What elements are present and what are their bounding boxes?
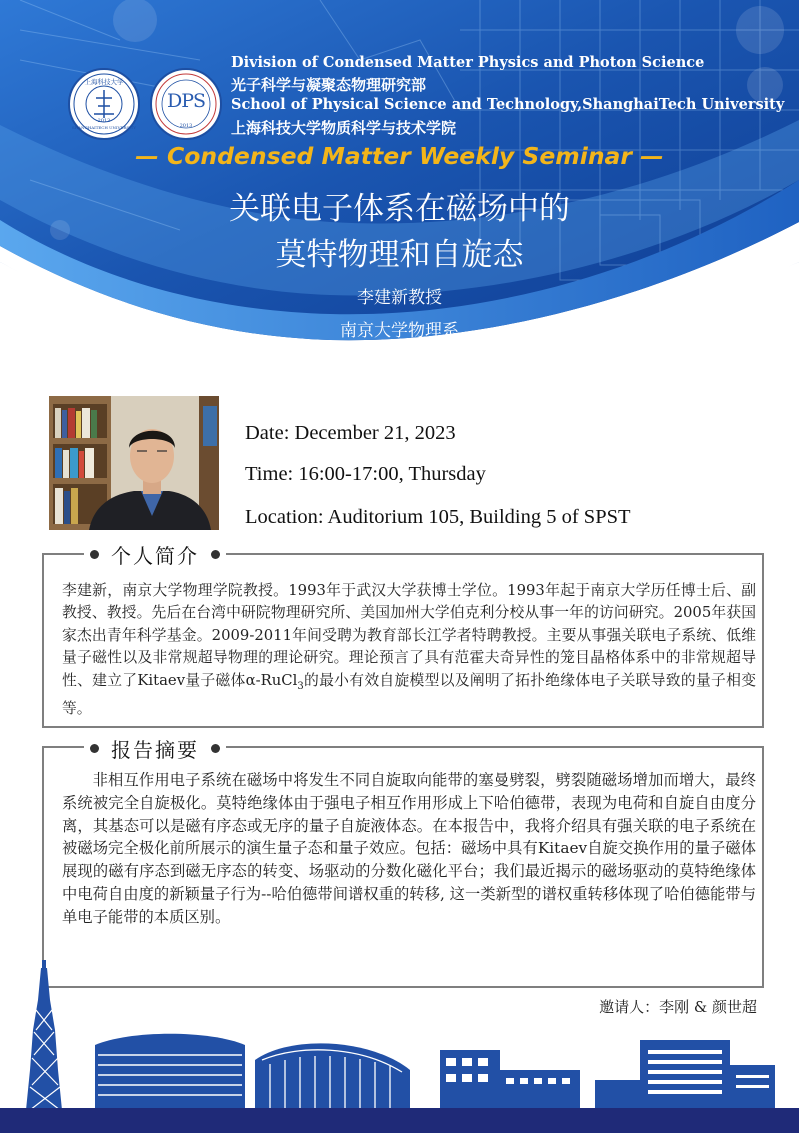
event-date: Date: December 21, 2023 (245, 422, 456, 444)
dps-logo (150, 68, 222, 140)
dps-year-text: 2013 (179, 123, 193, 129)
talk-title-line1: 关联电子体系在磁场中的 (229, 191, 570, 227)
logo-cn-text: 上海科技大学 (84, 78, 124, 86)
dps-letters: DPS (166, 90, 206, 112)
division-cn: 光子科学与凝聚态物理研究部 (231, 76, 427, 94)
bullet-dot-icon (90, 744, 99, 753)
bio-text (62, 580, 756, 720)
talk-title (0, 186, 799, 278)
abstract-text: 非相互作用电子系统在磁场中将发生不同自旋取向能带的塞曼劈裂，劈裂随磁场增加而增大，最终系统被完全自旋极化。莫特绝缘体由于强电子相互作用形成上下哈伯德带，表现为电荷和自旋自由度分离，其基态可以是磁有序态或无序的量子自旋液体态。在本报告中，我将介绍具有强关联的电子系统在被磁场完全极化前所展示的演生量子态和量子效应。包括：磁场中具有Kitaev自旋交换作用的量子磁体展现的磁有序态到磁无序态的转变、场驱动的分数化磁化平台；我们最近揭示的磁场驱动的莫特绝缘体中电荷自由度的新颖量子行为--哈伯德带间谱权重的转移, 这一类新型的谱权重转移体现了哈伯德能带与单电子能带的本质区别。 (62, 771, 756, 926)
talk-title-line2: 莫特物理和自旋态 (275, 237, 524, 273)
bullet-dot-icon (211, 550, 220, 559)
speaker-affiliation: 南京大学物理系 (340, 321, 459, 341)
poster-header (0, 0, 799, 380)
inviter-text: 邀请人：李刚 & 颜世超 (599, 998, 757, 1016)
abstract-heading-text: 报告摘要 (111, 737, 199, 762)
bio-text-subscript: 3 (297, 680, 304, 692)
bio-heading-text: 个人简介 (111, 543, 199, 568)
event-time: Time: 16:00-17:00, Thursday (245, 463, 486, 485)
bullet-dot-icon (90, 550, 99, 559)
speaker-photo (49, 396, 219, 530)
division-en: Division of Condensed Matter Physics and Photon Science (231, 54, 705, 71)
building-icon (95, 1034, 245, 1110)
bio-text-end: 的最小有效自旋模型以及阐明了拓扑绝缘体电子关联导致的量子相变等。 (62, 671, 756, 717)
school-cn: 上海科技大学物质科学与技术学院 (231, 119, 457, 137)
bullet-dot-icon (211, 744, 220, 753)
shanghaitech-logo (68, 68, 140, 140)
bio-text-main: 李建新，南京大学物理学院教授。1993年于武汉大学获博士学位。1993年起于南京大学历任博士后、副教授、教授。先后在台湾中研院物理研究所、美国加州大学伯克利分校从事一年的访问研究。2005年获国家杰出青年科学基金。2009-2011年间受聘为教育部长江学者特聘教授。主要从事强关联电子系统、低维量子磁性以及非常规超导物理的理论研究。理论预言了具有范霍夫奇异性的笼目晶格体系中的非常规超导性、建立了Kitaev量子磁体α-RuCl (62, 582, 756, 689)
speaker-portrait-icon (49, 396, 219, 530)
building-icon (440, 1050, 580, 1110)
seminar-series-title: — Condensed Matter Weekly Seminar — (135, 142, 664, 170)
abstract-heading (84, 735, 226, 761)
logo-year-text: 2013 (97, 118, 111, 124)
building-icon (255, 1043, 410, 1110)
speaker-name: 李建新教授 (357, 288, 442, 308)
campus-skyline (0, 960, 799, 1133)
bio-heading (84, 541, 226, 567)
tower-icon (26, 960, 62, 1110)
school-en: School of Physical Science and Technology,ShanghaiTech University (231, 96, 785, 113)
footer-bar (0, 1108, 799, 1133)
building-icon (595, 1040, 775, 1110)
event-location: Location: Auditorium 105, Building 5 of SPST (245, 506, 631, 528)
logo-en-text: SHANGHAITECH UNIVERSITY (71, 125, 137, 130)
